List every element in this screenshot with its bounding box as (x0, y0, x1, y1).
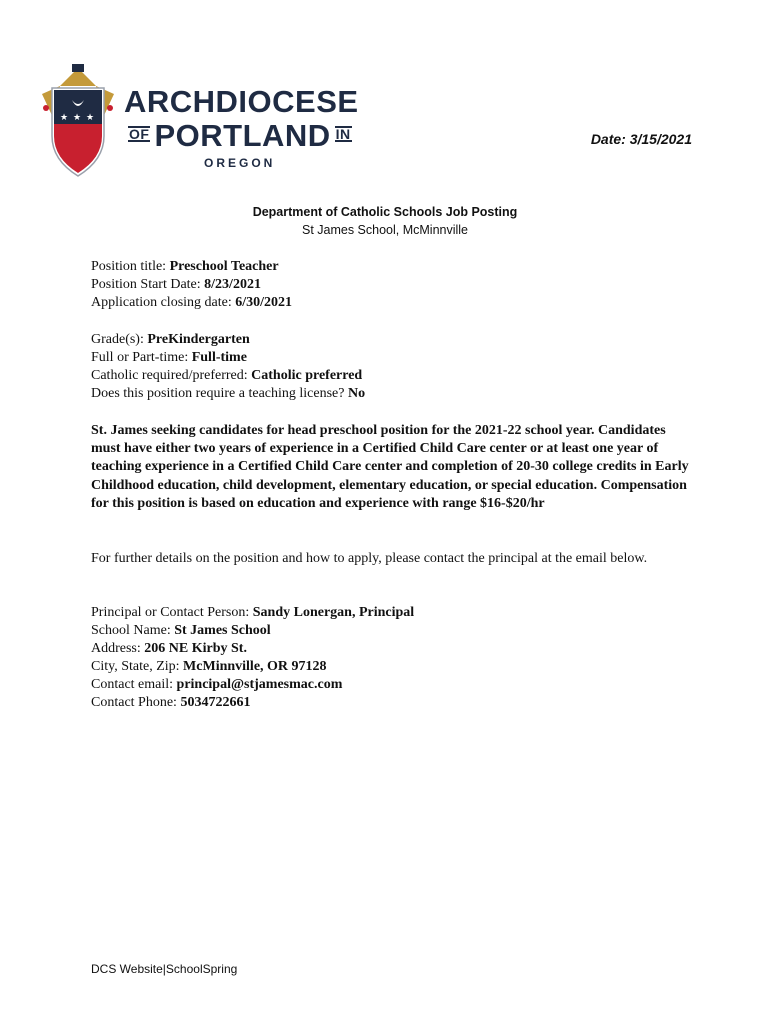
email-label: Contact email: (91, 677, 177, 692)
logo-portland: PORTLAND (154, 118, 331, 153)
document-subtitle: St James School, McMinnville (301, 223, 469, 237)
school-name-value: St James School (174, 623, 271, 638)
start-date-row (91, 276, 261, 294)
license-value: No (347, 386, 366, 401)
archdiocese-logo (38, 64, 368, 182)
closing-date-label: Application closing date: (91, 295, 236, 310)
address-row (91, 640, 247, 658)
position-title-label: Position title: (91, 259, 170, 274)
logo-in: IN (335, 125, 351, 142)
svg-text:★: ★ (60, 113, 69, 123)
position-title-row (91, 258, 279, 276)
contact-person-label: Principal or Contact Person: (91, 605, 253, 620)
closing-date-value: 6/30/2021 (235, 295, 293, 310)
document-title: Department of Catholic Schools Job Posting (252, 205, 518, 219)
city-label: City, State, Zip: (91, 659, 184, 674)
logo-line-portland (124, 120, 356, 152)
city-value: McMinnville, OR 97128 (183, 659, 327, 674)
employment-type-row (91, 349, 247, 367)
position-title-value: Preschool Teacher (169, 259, 279, 274)
job-description: St. James seeking candidates for head preschool position for the 2021-22 school year. Candidates must have either two years of experience in a Certified Child Care center or at least one year of teaching experience in a Certified Child Care center and completion of 20-30 college credits in Early Childhood education, child development, elementary education, or special education. Compensation for this position is based on education and experience with range $16-$20/hr (91, 423, 689, 511)
start-date-label: Position Start Date: (91, 277, 205, 292)
email-row (91, 676, 342, 694)
phone-row (91, 694, 250, 712)
start-date-value: 8/23/2021 (204, 277, 261, 292)
svg-text:★: ★ (73, 113, 82, 123)
employment-type-value: Full-time (191, 350, 247, 365)
catholic-row (91, 367, 362, 385)
further-details: For further details on the position and how to apply, please contact the principal at the email below. (91, 551, 648, 566)
posting-date: Date: 3/15/2021 (590, 131, 692, 147)
school-name-row (91, 622, 271, 640)
license-row (91, 385, 365, 403)
grade-value: PreKindergarten (147, 332, 250, 347)
address-value: 206 NE Kirby St. (144, 641, 247, 656)
city-row (91, 658, 327, 676)
phone-label: Contact Phone: (91, 695, 181, 710)
logo-of: OF (129, 125, 150, 142)
closing-date-row (91, 294, 292, 312)
employment-type-label: Full or Part-time: (91, 350, 192, 365)
grade-label: Grade(s): (91, 332, 148, 347)
phone-value: 5034722661 (180, 695, 251, 710)
catholic-value: Catholic preferred (251, 368, 363, 383)
logo-line-archdiocese: ARCHDIOCESE (124, 84, 359, 119)
license-label: Does this position require a teaching license? (91, 386, 348, 401)
catholic-label: Catholic required/preferred: (91, 368, 252, 383)
logo-line-oregon: OREGON (204, 156, 276, 170)
svg-text:★: ★ (86, 113, 95, 123)
coat-of-arms-icon (38, 64, 118, 180)
school-name-label: School Name: (91, 623, 175, 638)
grade-row (91, 331, 250, 349)
logo-wordmark (124, 84, 359, 170)
contact-person-row (91, 604, 414, 622)
footer-text: DCS Website|SchoolSpring (91, 962, 238, 976)
contact-person-value: Sandy Lonergan, Principal (252, 605, 415, 620)
email-value: principal@stjamesmac.com (176, 677, 343, 692)
address-label: Address: (91, 641, 145, 656)
